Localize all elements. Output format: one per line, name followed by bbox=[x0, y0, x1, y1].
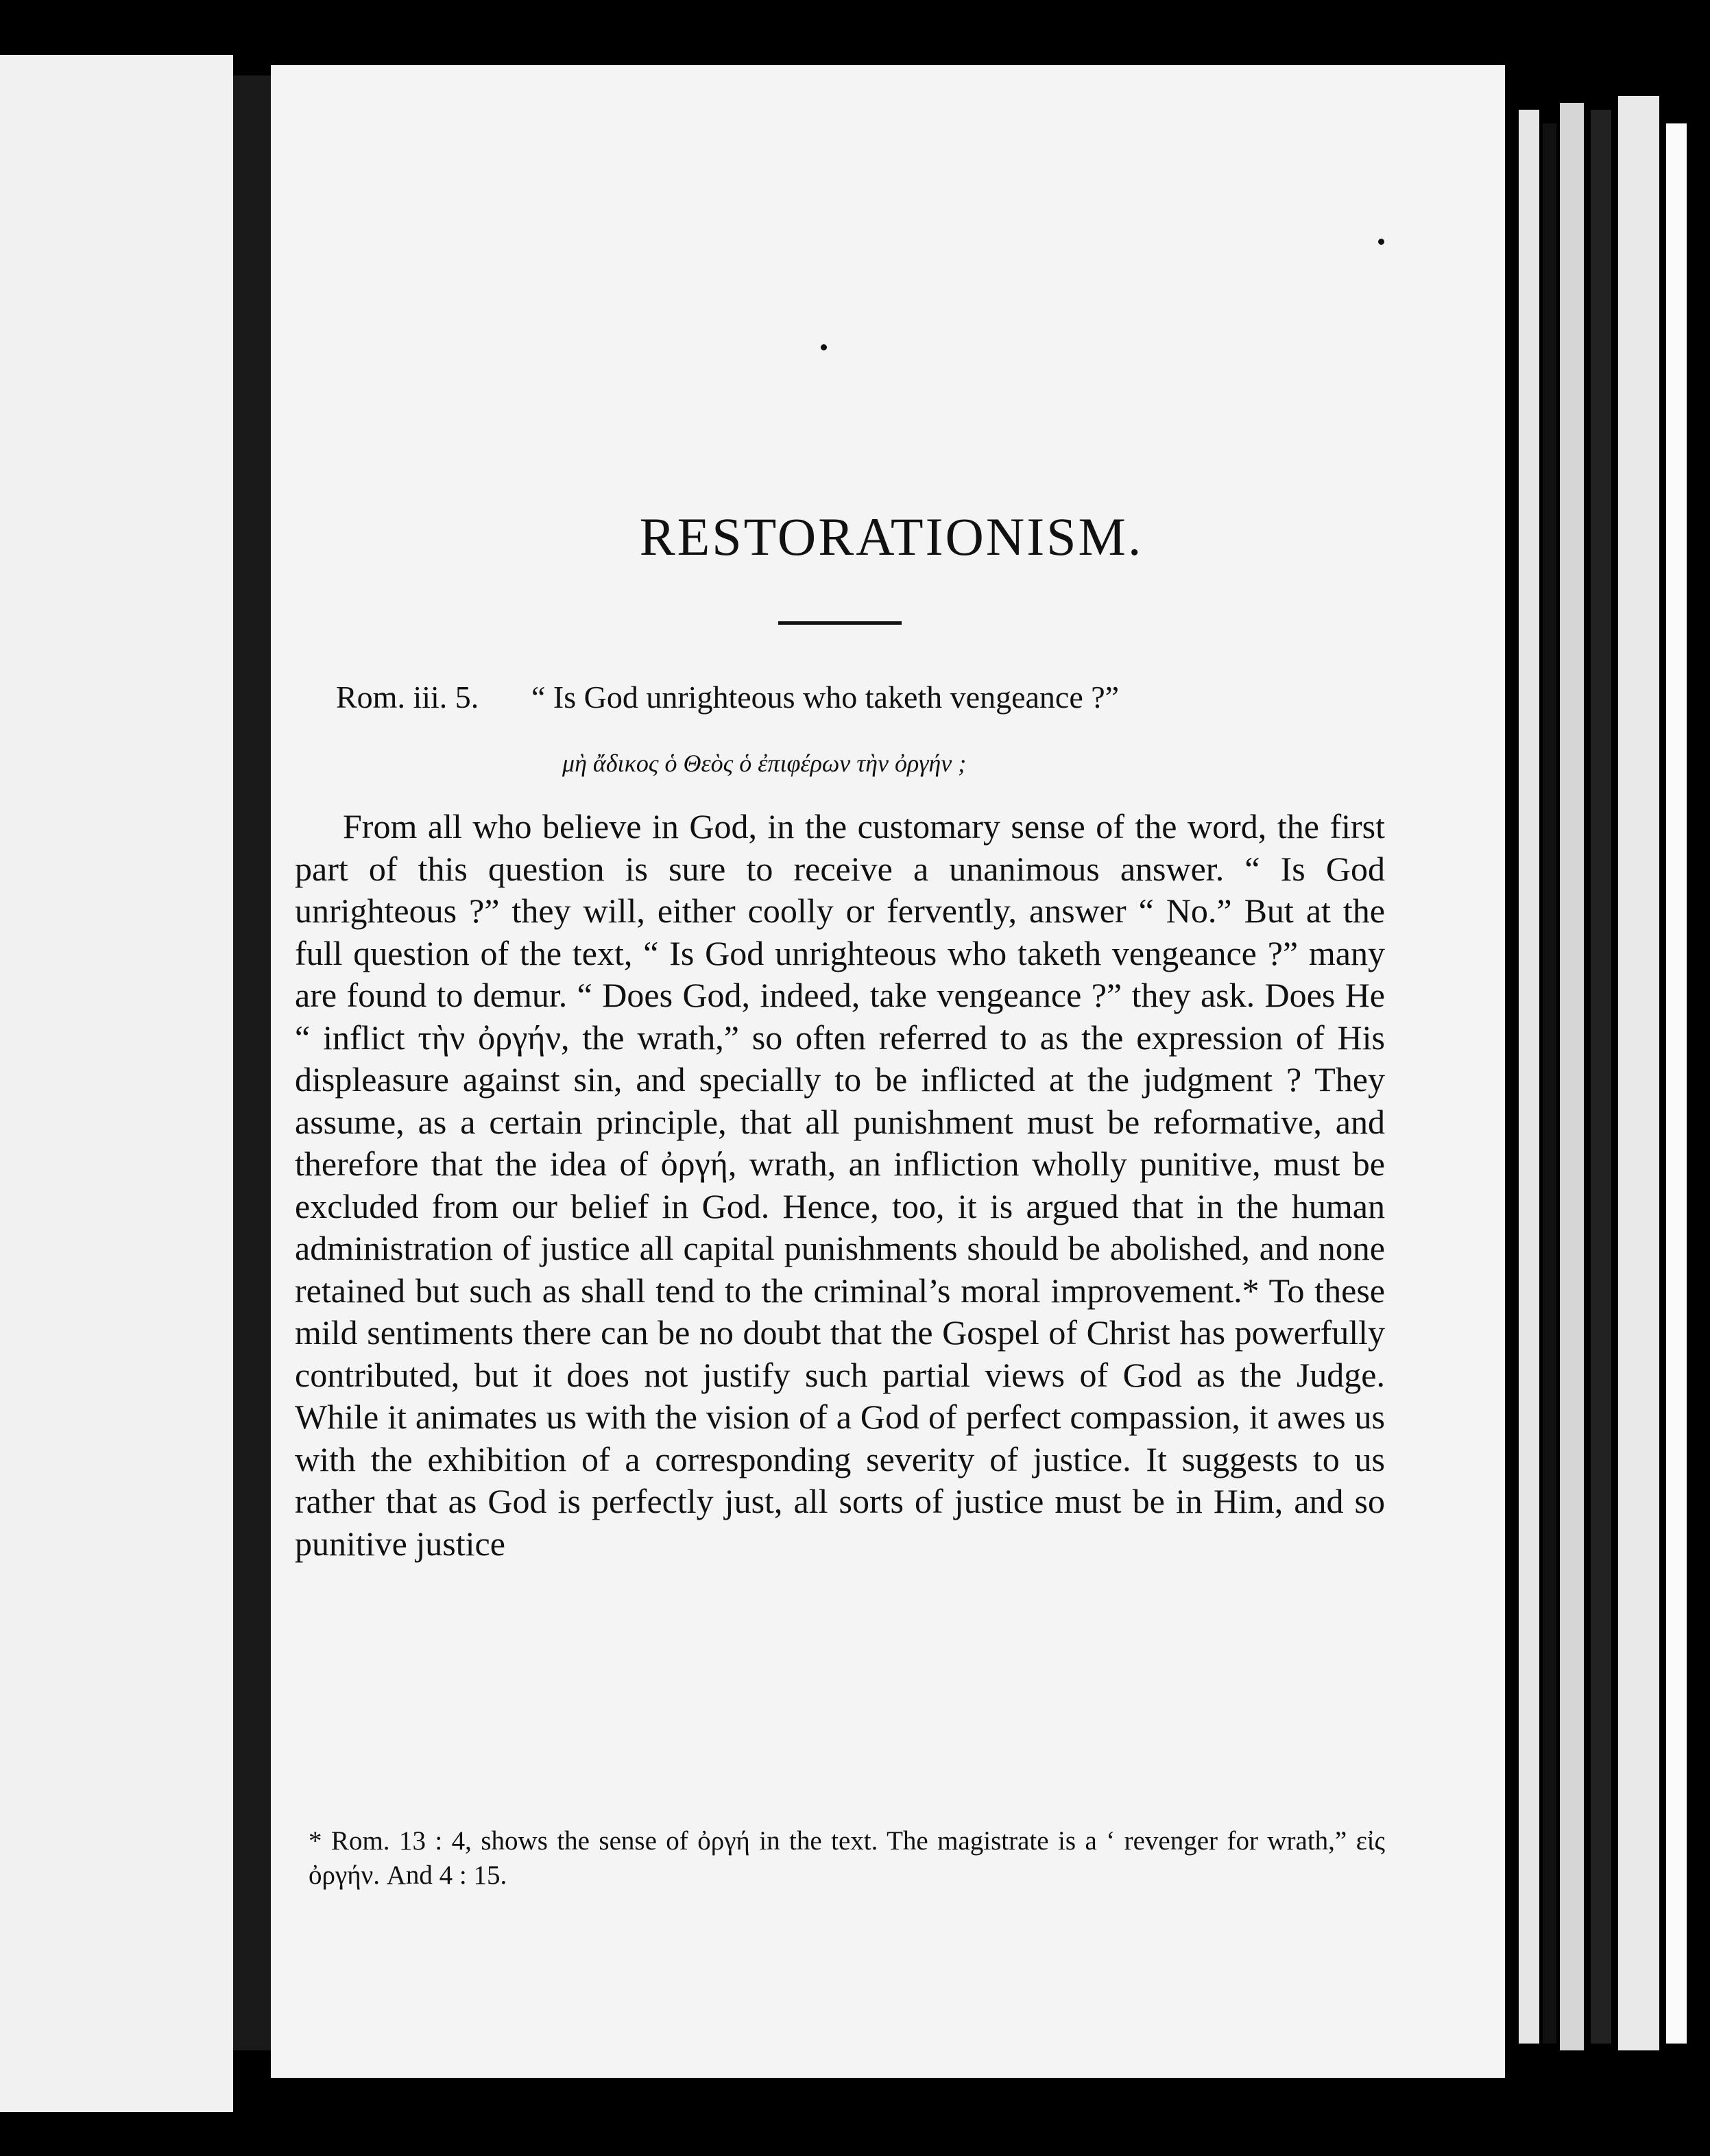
book-spine bbox=[233, 75, 271, 2050]
ink-speck bbox=[1378, 239, 1384, 245]
page-edge bbox=[1591, 110, 1611, 2044]
footnote bbox=[309, 1824, 1385, 1893]
left-page bbox=[0, 55, 233, 2112]
page-edge bbox=[1560, 103, 1584, 2050]
epigraph-quote: “ Is God unrighteous who taketh vengeance ?” bbox=[531, 680, 1120, 715]
page-edge bbox=[1543, 123, 1556, 2044]
body-paragraph: From all who believe in God, in the customary sense of the word, the first part of this question is sure to receive a unanimous answer. “ Is God unrighteous ?” they will, either coolly or fervently, answer “ No.” But at the full question of the text, “ Is God unrighteous who taketh vengeance ?” many are found to demur. “ Does God, indeed, take vengeance ?” they ask. Does He “ inflict τὴν ὀργήν, the wrath,” so often referred to as the expression of His displeasure against sin, and specially to be inflicted at the judgment ? They assume, as a certain principle, that all punishment must be reformative, and therefore that the idea of ὀργή, wrath, an infliction wholly punitive, must be excluded from our belief in God. Hence, too, it is argued that in the human administration of justice all capital punishments should be abolished, and none retained but such as shall tend to the criminal’s moral improvement.* To these mild sentiments there can be no doubt that the Gospel of Christ has powerfully contributed, but it does not justify such partial views of God as the Judge. While it animates us with the vision of a God of perfect compassion, it awes us with the exhibition of a corresponding severity of justice. It suggests to us rather that as God is perfectly just, all sorts of justice must be in Him, and so punitive justice bbox=[295, 807, 1385, 1563]
page-edge bbox=[1666, 123, 1687, 2044]
ink-speck bbox=[821, 344, 827, 350]
greek-text: μὴ ἄδικος ὁ Θεὸς ὁ ἐπιφέρων τὴν ὀργήν ; bbox=[562, 750, 967, 777]
epigraph-reference: Rom. iii. 5. bbox=[336, 680, 479, 715]
epigraph bbox=[336, 679, 1399, 715]
page-title: RESTORATIONISM. bbox=[639, 507, 1144, 566]
title-rule bbox=[778, 621, 902, 625]
page-edge bbox=[1618, 96, 1659, 2050]
page-edge bbox=[1519, 110, 1539, 2044]
body-text bbox=[295, 806, 1385, 1565]
footnote-text: * Rom. 13 : 4, shows the sense of ὀργή in the text. The magistrate is a ‘ revenger for wrath,” εἰς ὀργήν. And 4 : 15. bbox=[309, 1826, 1385, 1890]
